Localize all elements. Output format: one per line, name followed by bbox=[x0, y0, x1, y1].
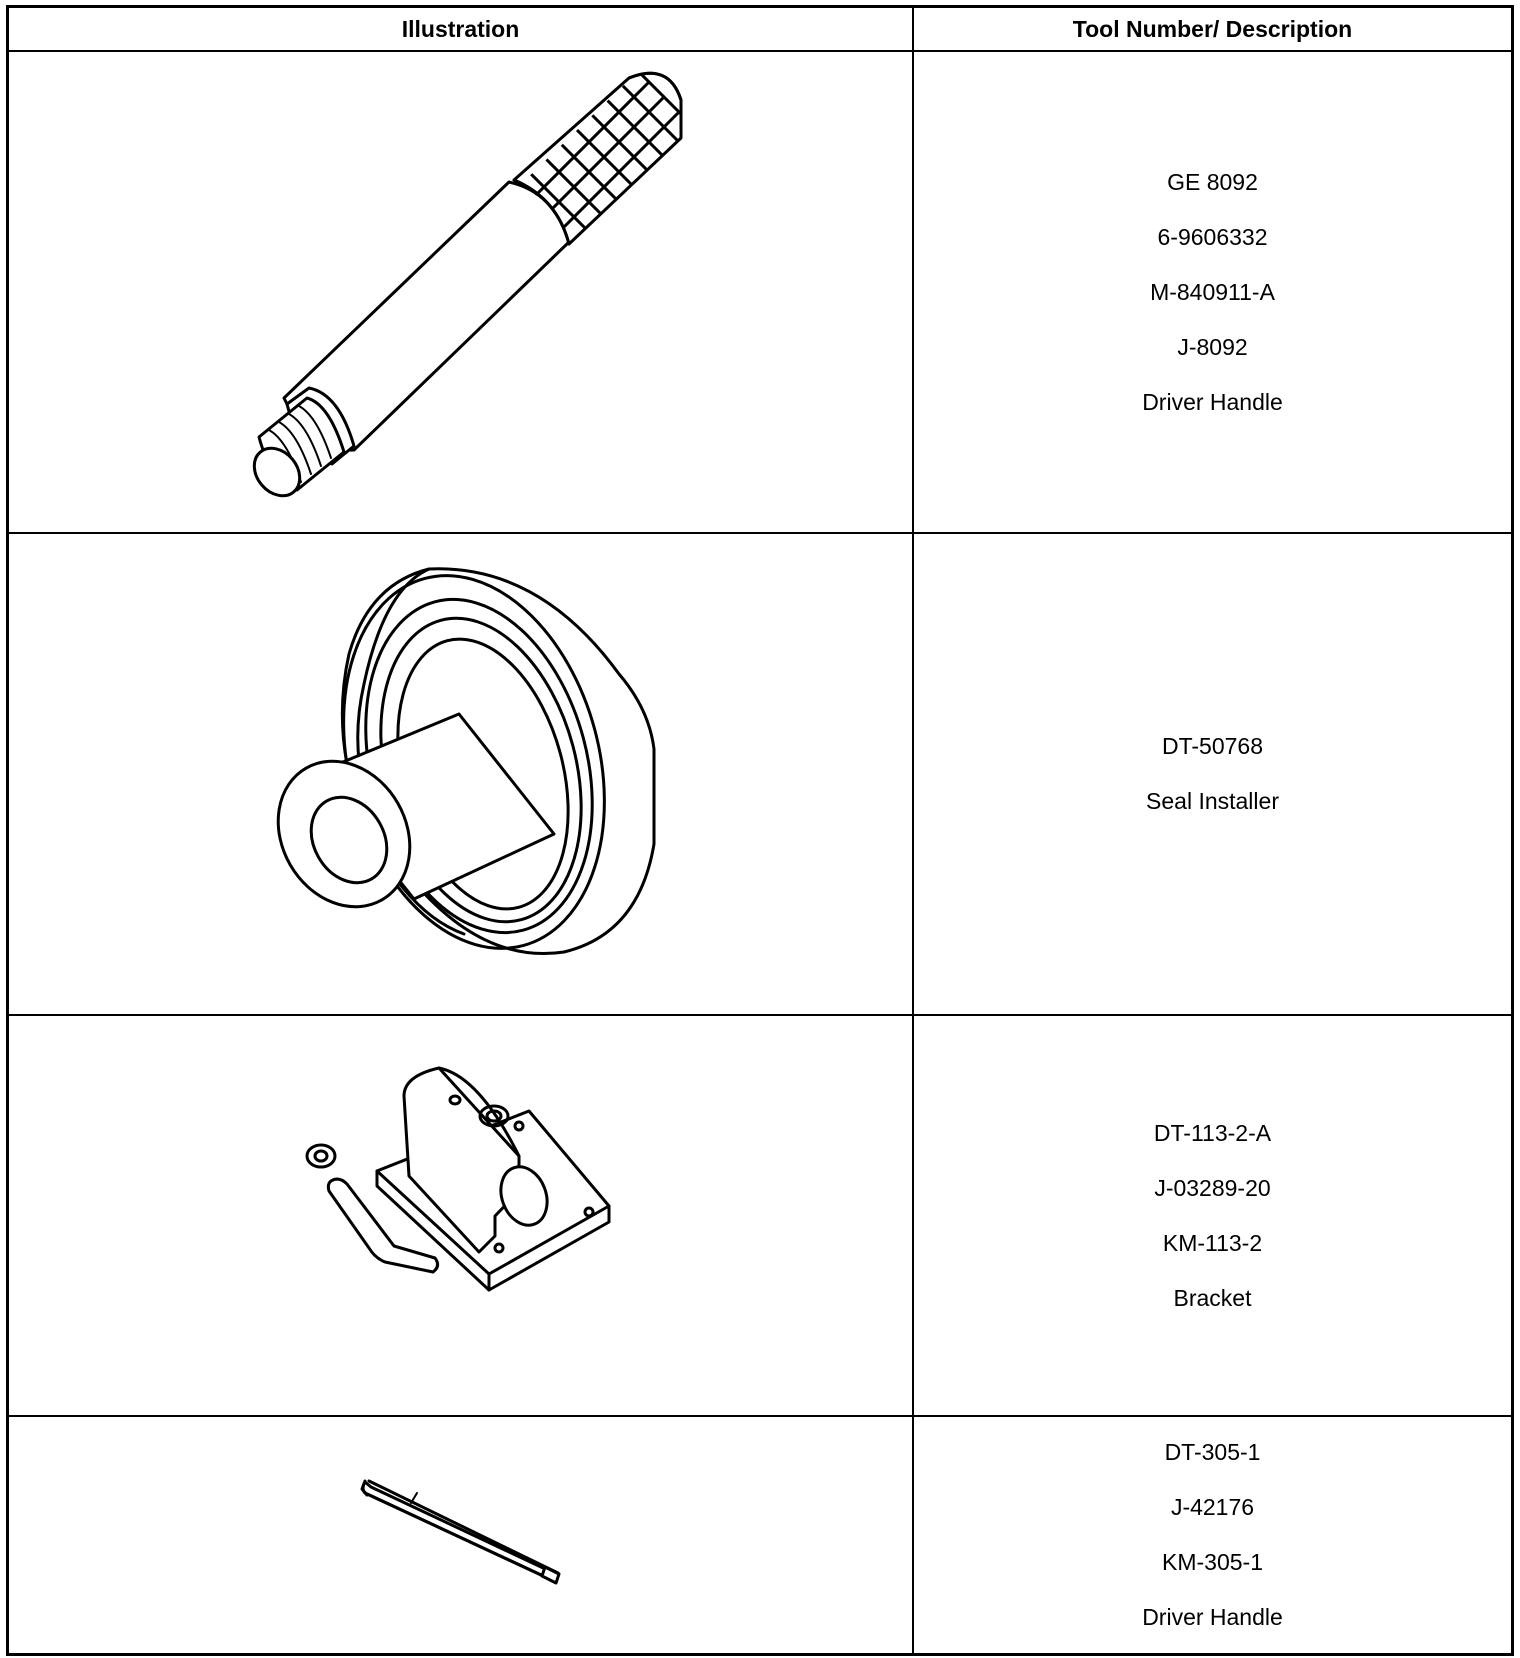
tool-number: J-03289-20 bbox=[1154, 1174, 1271, 1201]
tool-number: DT-50768 bbox=[1161, 733, 1263, 759]
illustration-cell bbox=[9, 52, 912, 532]
tool-number: KM-113-2 bbox=[1162, 1229, 1263, 1256]
tool-number: DT-113-2-A bbox=[1153, 1119, 1272, 1146]
tool-number: J-8092 bbox=[1177, 333, 1248, 360]
tool-description: Driver Handle bbox=[1142, 388, 1283, 415]
tool-description-cell bbox=[914, 1016, 1511, 1415]
tool-number: DT-305-1 bbox=[1164, 1439, 1261, 1465]
driver-handle-rod-icon bbox=[9, 1417, 912, 1657]
tool-number: 6-9606332 bbox=[1157, 223, 1268, 250]
tool-description-cell bbox=[914, 534, 1511, 1014]
table-row bbox=[9, 534, 1511, 1016]
table-row bbox=[9, 1016, 1511, 1417]
header-tool-number-description: Tool Number/ Description bbox=[1072, 15, 1353, 42]
table-header-row bbox=[9, 8, 1511, 52]
tool-description: Seal Installer bbox=[1146, 788, 1279, 814]
tool-number: KM-305-1 bbox=[1162, 1549, 1263, 1575]
illustration-cell bbox=[9, 1016, 912, 1415]
tool-description-cell bbox=[914, 1417, 1511, 1653]
tool-number: J-42176 bbox=[1170, 1494, 1255, 1520]
table-row bbox=[9, 52, 1511, 534]
tool-number: GE 8092 bbox=[1167, 168, 1258, 195]
tool-description-cell bbox=[914, 52, 1511, 532]
header-illustration: Illustration bbox=[401, 15, 520, 42]
illustration-cell bbox=[9, 534, 912, 1014]
special-tools-table bbox=[6, 5, 1514, 1656]
table-row bbox=[9, 1417, 1511, 1653]
tool-number: M-840911-A bbox=[1150, 278, 1275, 305]
tool-description: Driver Handle bbox=[1142, 1604, 1283, 1630]
driver-handle-knurled-icon bbox=[9, 52, 912, 532]
bracket-icon bbox=[9, 1016, 912, 1416]
illustration-cell bbox=[9, 1417, 912, 1653]
seal-installer-icon bbox=[9, 534, 912, 1014]
tool-description: Bracket bbox=[1173, 1284, 1252, 1311]
